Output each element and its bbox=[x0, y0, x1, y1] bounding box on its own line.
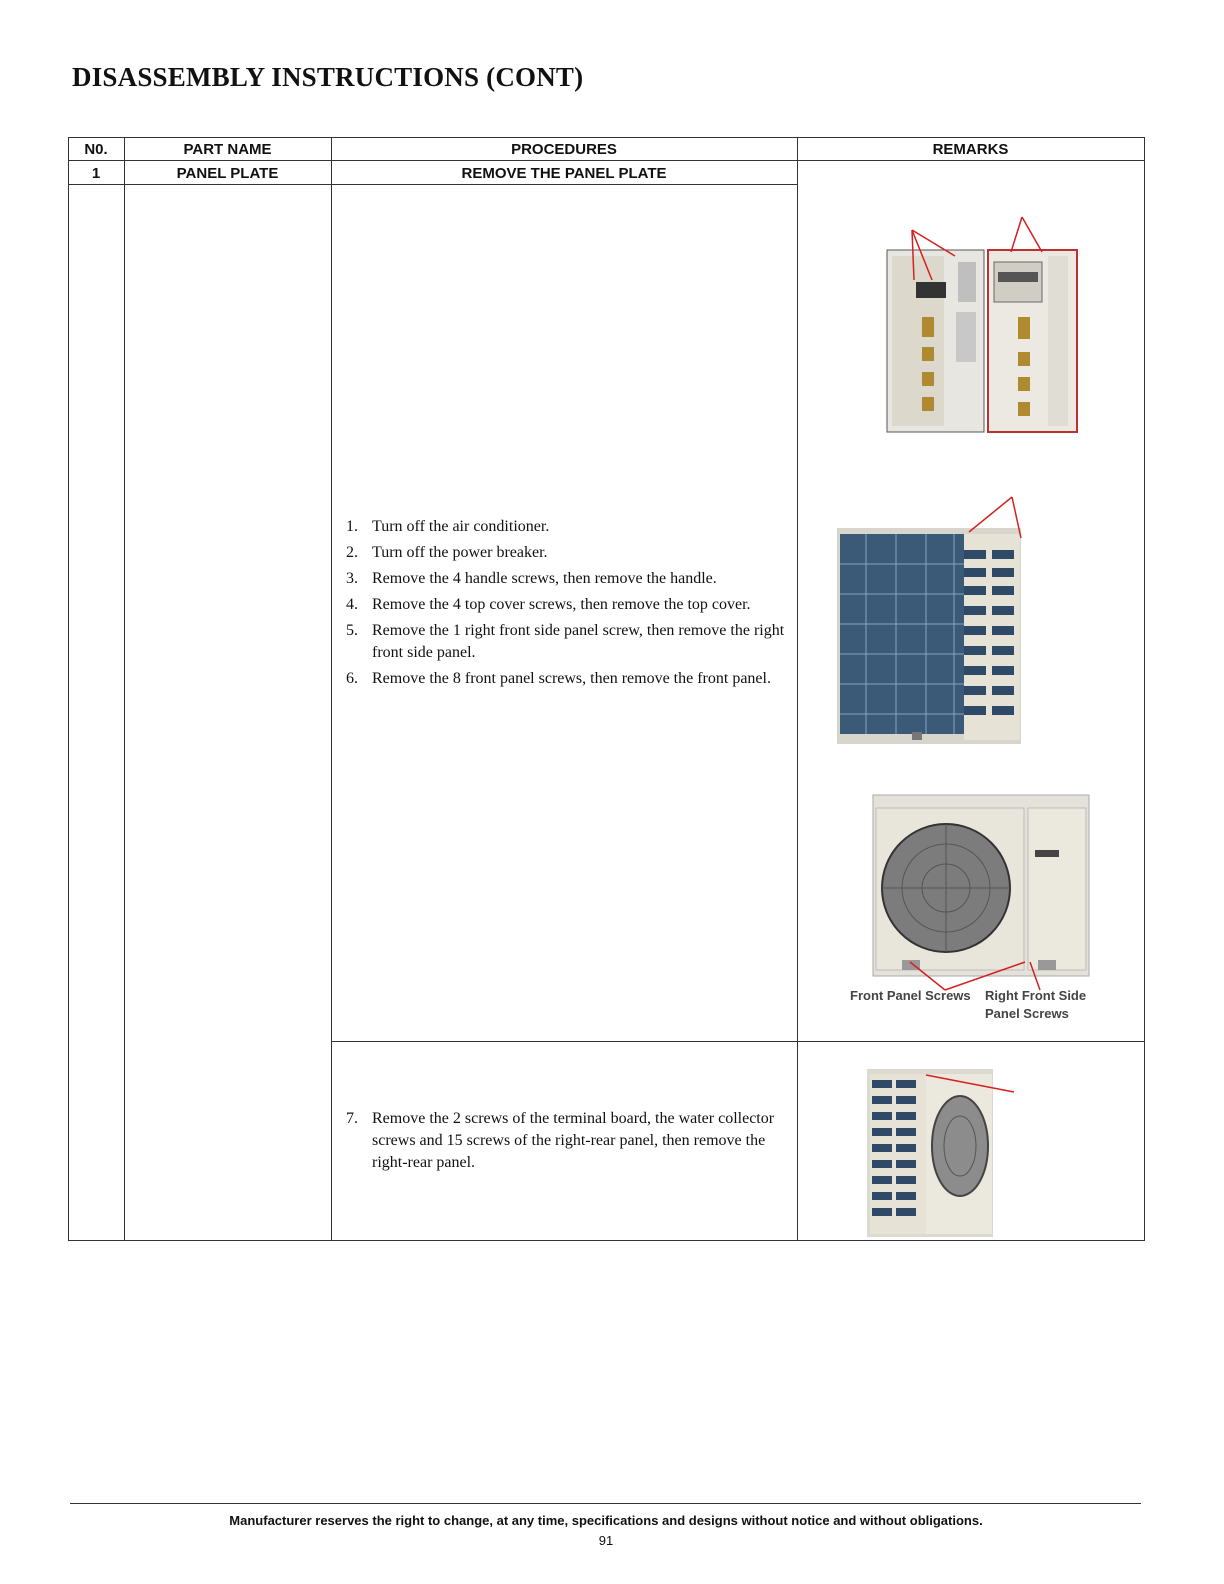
footer-notice: Manufacturer reserves the right to change, at any time, specifications and designs without notice and without obligations. bbox=[229, 1513, 983, 1528]
page-number: 91 bbox=[598, 1533, 614, 1548]
step-number: 1. bbox=[346, 518, 358, 535]
procedure-step-7 bbox=[346, 1108, 792, 1178]
step-number: 3. bbox=[346, 570, 358, 587]
header-remarks: REMARKS bbox=[932, 141, 1009, 158]
step-number: 7. bbox=[346, 1110, 358, 1127]
procedure-steps-1-6 bbox=[346, 516, 792, 694]
step-text: Remove the 8 front panel screws, then remove the front panel. bbox=[372, 670, 771, 687]
step-number: 4. bbox=[346, 596, 358, 613]
step-text: Turn off the power breaker. bbox=[372, 544, 548, 561]
procedure-title: REMOVE THE PANEL PLATE bbox=[461, 165, 667, 182]
step-number: 6. bbox=[346, 670, 358, 687]
unit-back-photo bbox=[836, 494, 1026, 746]
header-no: N0. bbox=[84, 141, 108, 158]
step-item bbox=[346, 516, 792, 538]
caption-right-side-line1: Right Front Side bbox=[985, 988, 1087, 1003]
part-name: PANEL PLATE bbox=[176, 165, 279, 182]
caption-right-side-line2: Panel Screws bbox=[985, 1006, 1069, 1021]
step-text: Remove the 2 screws of the terminal board, the water collector screws and 15 screws of the right-rear panel, then remove the right-rear panel. bbox=[372, 1110, 775, 1171]
valve-side-photos bbox=[880, 212, 1085, 437]
step-item bbox=[346, 568, 792, 590]
step-item bbox=[346, 1108, 792, 1174]
step-item bbox=[346, 594, 792, 616]
page-title: DISASSEMBLY INSTRUCTIONS (CONT) bbox=[72, 62, 584, 92]
step-text: Turn off the air conditioner. bbox=[372, 518, 550, 535]
step-text: Remove the 4 top cover screws, then remove the top cover. bbox=[372, 596, 751, 613]
footer-divider bbox=[70, 1503, 1141, 1504]
step-text: Remove the 4 handle screws, then remove the handle. bbox=[372, 570, 717, 587]
row-number: 1 bbox=[91, 165, 101, 182]
caption-front-panel-screws: Front Panel Screws bbox=[850, 988, 971, 1003]
step-item bbox=[346, 542, 792, 564]
header-part-name: PART NAME bbox=[183, 141, 272, 158]
step-item bbox=[346, 620, 792, 664]
step-text: Remove the 1 right front side panel screw, then remove the right front side panel. bbox=[372, 622, 785, 661]
unit-front-photo bbox=[872, 794, 1092, 978]
step-number: 2. bbox=[346, 544, 358, 561]
step-number: 5. bbox=[346, 622, 358, 639]
header-procedures: PROCEDURES bbox=[511, 141, 617, 158]
step-item bbox=[346, 668, 792, 690]
unit-rear-photo bbox=[864, 1066, 1019, 1240]
